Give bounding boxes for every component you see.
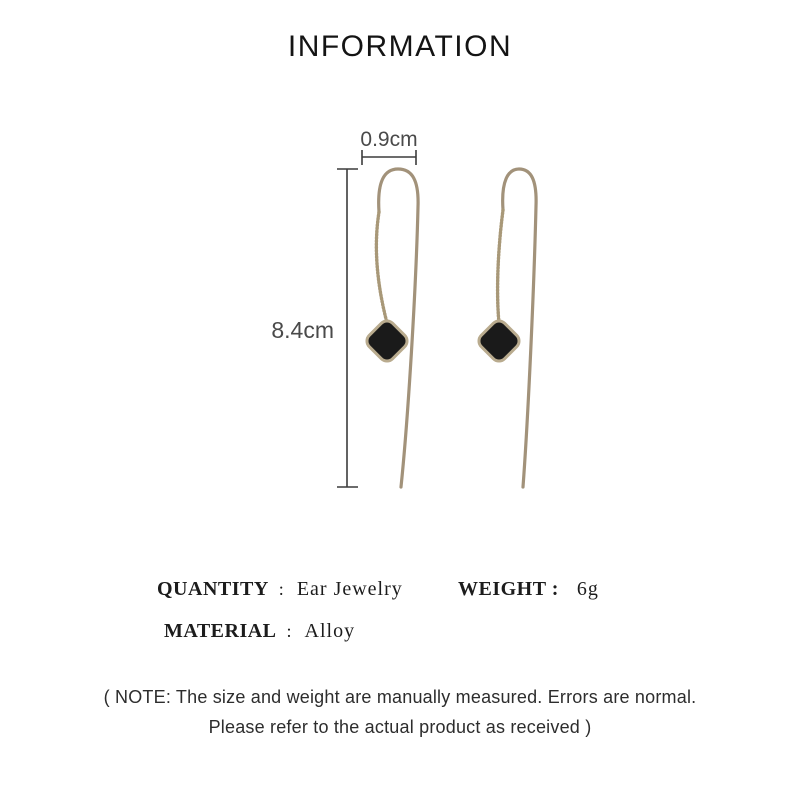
- note-line-1: ( NOTE: The size and weight are manually measured. Errors are normal.: [103, 687, 697, 707]
- material-value: Alloy: [304, 620, 356, 642]
- page-title: INFORMATION: [287, 30, 513, 63]
- quantity-separator: :: [278, 579, 284, 599]
- material-label: MATERIAL: [164, 620, 277, 642]
- left-earring: [364, 169, 418, 487]
- width-dimension-label: 0.9cm: [360, 128, 418, 151]
- height-dimension-label: 8.4cm: [271, 317, 334, 343]
- quantity-label: QUANTITY: [157, 578, 269, 600]
- quantity-value: Ear Jewelry: [296, 578, 403, 600]
- weight-spec: [458, 578, 599, 601]
- left-earring-chain-texture: [376, 212, 387, 323]
- width-measure-bracket: [362, 150, 416, 165]
- right-earring: [476, 169, 536, 487]
- material-spec: [164, 620, 355, 643]
- left-earring-charm: [364, 318, 411, 365]
- right-earring-chain-texture: [498, 210, 503, 323]
- material-separator: :: [286, 621, 292, 641]
- right-earring-charm: [476, 318, 523, 365]
- weight-label: WEIGHT :: [458, 578, 559, 600]
- weight-value: 6g: [576, 578, 599, 600]
- note-line-2: Please refer to the actual product as received ): [208, 717, 592, 737]
- quantity-spec: [157, 578, 403, 601]
- height-measure-line: [337, 169, 358, 487]
